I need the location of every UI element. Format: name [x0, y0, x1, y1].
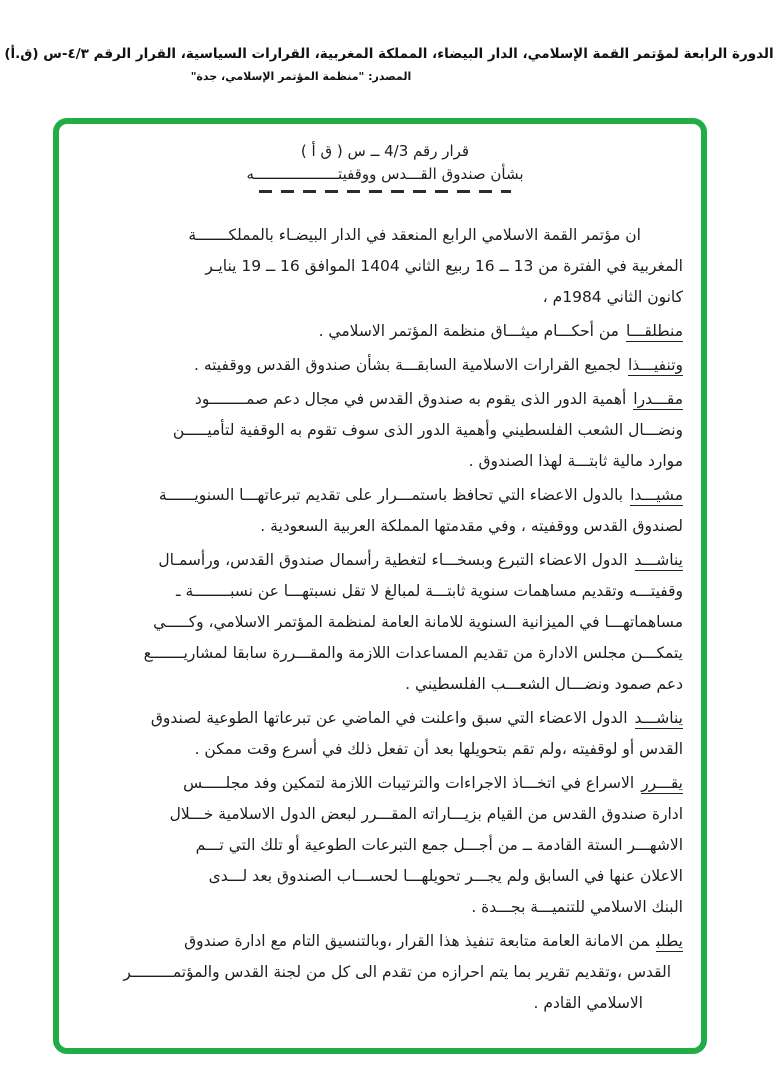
- paragraph-clause-3: [87, 384, 683, 477]
- text-line: الاشهـــر الستة القادمة ــ من أجـــل جمع التبرعات الطوعية أو تلك التي تـــم: [195, 836, 683, 854]
- text-line: القدس ،وتقديم تقرير بما يتم احرازه من تقدم الى كل من لجنة القدس والمؤتمـــــــــر: [123, 963, 671, 981]
- clause-keyword: يطلب: [656, 932, 683, 950]
- text-line: الاسلامي القادم .: [533, 994, 643, 1012]
- paragraph-clause-7: [87, 768, 683, 923]
- text-line: مساهماتهـــا في الميزانية السنوية للامانة العامة لمنظمة المؤتمر الاسلامي، وكـــــي: [153, 613, 683, 631]
- text-line: يتمكـــن مجلس الادارة من تقديم المساعدات اللازمة والمقـــررة سابقا لمشاريـــــــع: [143, 644, 683, 662]
- document-source-header: [0, 46, 778, 83]
- paragraph-clause-5: [87, 545, 683, 700]
- text-line: [87, 480, 683, 511]
- source-citation: الدورة الرابعة لمؤتمر القمة الإسلامي، الدار البيضاء، المملكة المغربية، القرارات السياسية، القرار الرقم ٤/٣-س (ق.أ): [4, 46, 774, 62]
- text-line: [87, 703, 683, 734]
- text-line: المغربية في الفترة من 13 ــ 16 ربيع الثاني 1404 الموافق 16 ــ 19 ينايـر: [205, 257, 683, 275]
- highlight-frame: [53, 118, 707, 1054]
- clause-keyword: مقـــدرا: [633, 390, 683, 408]
- clause-text: الدول الاعضاء التي سبق واعلنت في الماضي عن تبرعاتها الطوعية لصندوق: [150, 709, 628, 727]
- text-line: كانون الثاني 1984م ،: [542, 288, 683, 306]
- resolution-body: [87, 220, 683, 1019]
- clause-text: الدول الاعضاء التبرع وبسخـــاء لتغطية رأسمال صندوق القدس، ورأسمـال: [158, 551, 628, 569]
- text-line: دعم صمود ونضـــال الشعـــب الفلسطيني .: [405, 675, 683, 693]
- text-line: [87, 926, 683, 957]
- text-line: [87, 384, 683, 415]
- clause-keyword: يناشـــد: [634, 551, 683, 569]
- resolution-document: [59, 124, 701, 1048]
- paragraph-clause-2: [87, 350, 683, 381]
- clause-text: من الامانة العامة متابعة تنفيذ هذا القرار ،وبالتنسيق التام مع ادارة صندوق: [184, 932, 650, 950]
- clause-keyword: مشيـــدا: [630, 486, 683, 504]
- text-line: الاعلان عنها في السابق ولم يجـــر تحويلهـــا لحســـاب الصندوق بعد لـــدى: [208, 867, 683, 885]
- clause-text: لجميع القرارات الاسلامية السابقـــة بشأن صندوق القدس ووقفيته .: [193, 356, 621, 374]
- text-line: ونضـــال الشعب الفلسطيني وأهمية الدور الذى سوف تقوم به الوقفية لتأميـــــن: [172, 421, 683, 439]
- paragraph-clause-4: [87, 480, 683, 542]
- clause-text: الاسراع في اتخـــاذ الاجراءات والترتيبات اللازمة لتمكين وفد مجلـــــس: [183, 774, 635, 792]
- paragraph-preamble: [87, 220, 683, 313]
- paragraph-clause-8: [87, 926, 683, 1019]
- text-line: البنك الاسلامي للتنميـــة بجـــدة .: [471, 898, 683, 916]
- text-line: القدس أو لوقفيته ،ولم تقم بتحويلها بعد أن تفعل ذلك في أسرع وقت ممكن .: [194, 740, 683, 758]
- text-line: وقفيتـــه وتقديم مساهمات سنوية ثابتـــة لمبالغ لا تقل نسبتهـــا عن نسبــــــــة ـ: [175, 582, 683, 600]
- text-line: ادارة صندوق القدس من القيام بزيـــاراته المقـــرر لبعض الدول الاسلامية خـــلال: [169, 805, 683, 823]
- resolution-subject-title: بشأن صندوق القـــدس ووقفيتـــــــــــــــــــه: [246, 165, 524, 183]
- source-attribution: المصدر: "منظمة المؤتمر الإسلامي، جدة": [190, 70, 412, 83]
- clause-keyword: منطلقـــا: [625, 322, 683, 340]
- dashed-rule: [259, 190, 511, 193]
- text-line: [87, 316, 683, 347]
- text-line: [87, 350, 683, 381]
- clause-text: من أحكـــام ميثـــاق منظمة المؤتمر الاسلامي .: [318, 322, 619, 340]
- text-line: [87, 545, 683, 576]
- resolution-number-title: قرار رقم 4/3 ــ س ( ق أ ): [300, 142, 470, 160]
- paragraph-clause-6: [87, 703, 683, 765]
- paragraph-clause-1: [87, 316, 683, 347]
- clause-keyword: يقـــرر: [641, 774, 683, 792]
- clause-keyword: يناشـــد: [634, 709, 683, 727]
- text-line: [87, 768, 683, 799]
- clause-text: أهمية الدور الذى يقوم به صندوق القدس في مجال دعم صمــــــــود: [194, 390, 627, 408]
- clause-keyword: وتنفيـــذا: [627, 356, 683, 374]
- text-line: لصندوق القدس ووقفيته ، وفي مقدمتها المملكة العربية السعودية .: [260, 517, 683, 535]
- clause-text: بالدول الاعضاء التي تحافظ باستمـــرار على تقديم تبرعاتهـــا السنويــــــة: [158, 486, 624, 504]
- text-line: ان مؤتمر القمة الاسلامي الرابع المنعقد في الدار البيضـاء بالمملكـــــــة: [188, 226, 641, 244]
- text-line: موارد مالية ثابتـــة لهذا الصندوق .: [468, 452, 683, 470]
